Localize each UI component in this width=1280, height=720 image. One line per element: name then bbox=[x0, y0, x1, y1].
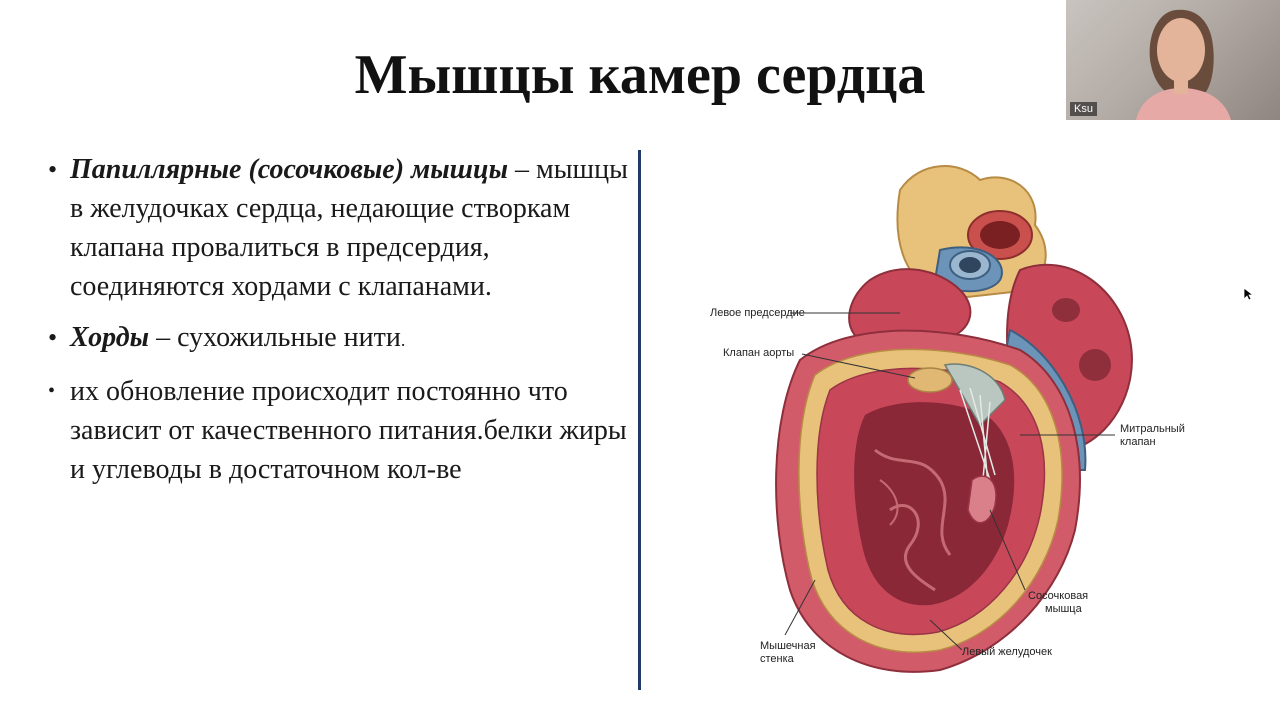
bullet-term: Хорды bbox=[70, 322, 150, 353]
mouse-cursor-icon bbox=[1243, 287, 1255, 301]
bullet-term: Папиллярные (сосочковые) мышцы bbox=[70, 154, 508, 185]
slide-title: Мышцы камер сердца bbox=[354, 44, 926, 106]
label-left-ventricle: Левый желудочек bbox=[962, 646, 1052, 658]
label-papillary-muscle: Сосочковая bbox=[1028, 590, 1089, 602]
bullet-text: – мышцы в желудочках сердца, недающие створкам клапана провалиться в предсердия, соединяются хордами с клапанами. bbox=[70, 154, 628, 302]
bullet-text: их обновление происходит постоянно что зависит от качественного питания.белки жиры и углеводы в достаточном кол-ве bbox=[70, 376, 627, 485]
bullet-item bbox=[46, 372, 636, 489]
label-mitral-valve: Митральный bbox=[1120, 423, 1185, 435]
label-muscle-wall: Мышечная bbox=[760, 640, 816, 652]
label-left-atrium: Левое предсердие bbox=[710, 307, 805, 319]
bullet-item bbox=[46, 318, 636, 360]
heart-illustration bbox=[690, 150, 1210, 690]
bullet-dot-icon: • bbox=[48, 323, 58, 352]
bullet-dot-icon: • bbox=[48, 155, 58, 184]
participant-name: Ksu bbox=[1070, 102, 1097, 116]
label-papillary-muscle-2: мышца bbox=[1045, 603, 1082, 615]
bullet-dot-icon: • bbox=[48, 380, 56, 402]
bullet-tail: . bbox=[400, 330, 406, 350]
vertical-divider bbox=[638, 150, 641, 690]
bullet-item bbox=[46, 150, 636, 306]
label-mitral-valve-2: клапан bbox=[1120, 436, 1156, 448]
label-aortic-valve: Клапан аорты bbox=[723, 347, 795, 359]
label-muscle-wall-2: стенка bbox=[760, 653, 794, 665]
participant-avatar bbox=[1066, 0, 1280, 120]
bullet-text: – сухожильные нити bbox=[149, 322, 401, 353]
bullet-list bbox=[46, 150, 636, 501]
participant-video-tile[interactable] bbox=[1066, 0, 1280, 120]
